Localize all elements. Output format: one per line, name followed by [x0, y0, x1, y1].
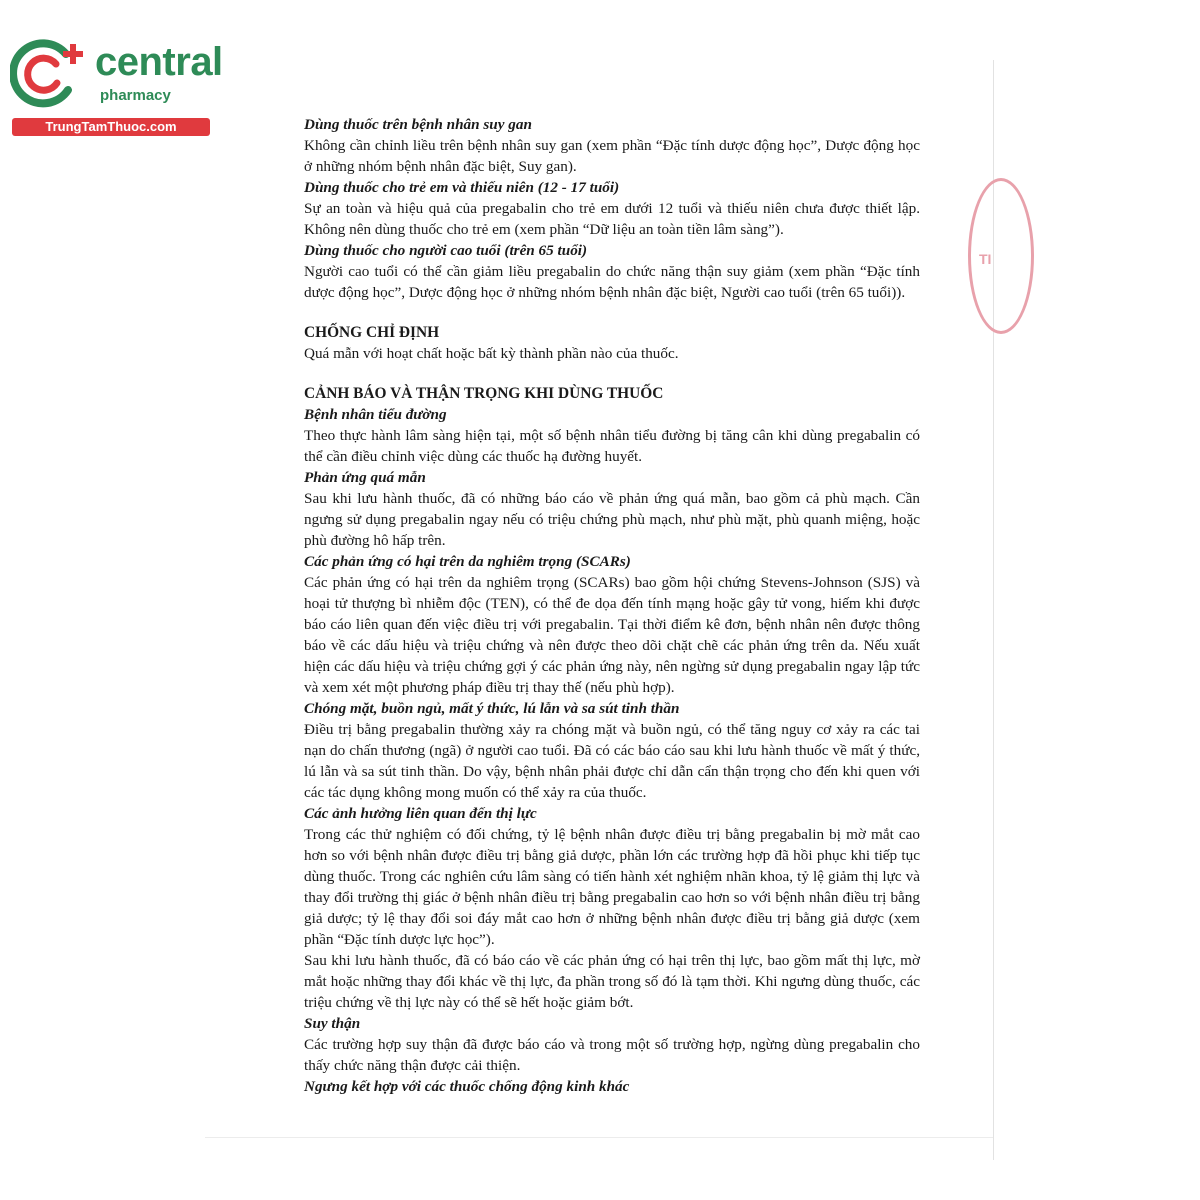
- document-body: [304, 114, 920, 1097]
- paragraph: Điều trị bằng pregabalin thường xảy ra chóng mặt và buồn ngủ, có thể tăng nguy cơ xảy ra các tai nạn do chấn thương (ngã) ở người cao tuổi. Đã có các báo cáo sau khi lưu hành thuốc về mất ý thức, lú lẫn và sa sút tinh thần. Do vậy, bệnh nhân phải được chỉ dẫn cẩn thận trọng cho đến khi quen với các tác dụng không mong muốn có thể xảy ra của thuốc.: [304, 721, 920, 801]
- section-heading: CẢNH BÁO VÀ THẬN TRỌNG KHI DÙNG THUỐC: [304, 385, 664, 402]
- pharmacy-c-logo-icon: [10, 38, 90, 108]
- stamp-text: TI: [979, 251, 992, 267]
- paragraph: Các phản ứng có hại trên da nghiêm trọng (SCARs) bao gồm hội chứng Stevens-Johnson (SJS) và hoại tử thượng bì nhiễm độc (TEN), có thể đe dọa đến tính mạng hoặc gây tử vong, hiếm khi được báo cáo liên quan đến việc điều trị với pregabalin. Tại thời điểm kê đơn, bệnh nhân nên được thông báo về các dấu hiệu và triệu chứng và nên được theo dõi chặt chẽ các phản ứng trên da. Nếu xuất hiện các dấu hiệu và triệu chứng gợi ý các phản ứng này, nên ngừng sử dụng pregabalin ngay lập tức và xem xét một phương pháp điều trị thay thế (nếu phù hợp).: [304, 574, 920, 696]
- subheading: Bệnh nhân tiểu đường: [304, 406, 447, 423]
- red-stamp-seal: [968, 178, 1034, 334]
- subheading: Suy thận: [304, 1015, 361, 1032]
- paragraph: Sau khi lưu hành thuốc, đã có báo cáo về các phản ứng có hại trên thị lực, bao gồm mất thị lực, mờ mắt hoặc những thay đổi khác về thị lực, đa phần trong số đó là tạm thời. Khi ngưng dùng thuốc, các triệu chứng về thị lực này có thể sẽ hết hoặc giảm bớt.: [304, 952, 920, 1011]
- subheading: Dùng thuốc cho trẻ em và thiếu niên (12 - 17 tuổi): [304, 179, 620, 196]
- paragraph: Các trường hợp suy thận đã được báo cáo và trong một số trường hợp, ngừng dùng pregabalin cho thấy chức năng thận được cải thiện.: [304, 1036, 920, 1074]
- subheading: Chóng mặt, buồn ngủ, mất ý thức, lú lẫn và sa sút tinh thần: [304, 700, 680, 717]
- logo-name: central: [95, 40, 223, 84]
- subheading: Phản ứng quá mẫn: [304, 469, 426, 486]
- paragraph: Không cần chỉnh liều trên bệnh nhân suy gan (xem phần “Đặc tính dược động học”, Dược động học ở những nhóm bệnh nhân đặc biệt, Suy gan).: [304, 137, 920, 175]
- subheading: Dùng thuốc cho người cao tuổi (trên 65 tuổi): [304, 242, 588, 259]
- subheading: Các ảnh hưởng liên quan đến thị lực: [304, 805, 537, 822]
- subheading: Ngưng kết hợp với các thuốc chống động kinh khác: [304, 1078, 630, 1095]
- central-pharmacy-logo[interactable]: [10, 38, 223, 138]
- logo-subtitle: pharmacy: [100, 87, 171, 104]
- logo-website-link[interactable]: TrungTamThuoc.com: [12, 118, 210, 136]
- paragraph: Quá mẫn với hoạt chất hoặc bất kỳ thành phần nào của thuốc.: [304, 345, 679, 362]
- paragraph: Theo thực hành lâm sàng hiện tại, một số bệnh nhân tiểu đường bị tăng cân khi dùng pregabalin có thể cần điều chỉnh việc dùng các thuốc hạ đường huyết.: [304, 427, 920, 465]
- paragraph: Trong các thử nghiệm có đối chứng, tỷ lệ bệnh nhân được điều trị bằng pregabalin bị mờ mắt cao hơn so với bệnh nhân được điều trị bằng giả dược, phần lớn các trường hợp đã hồi phục khi tiếp tục dùng thuốc. Trong các nghiên cứu lâm sàng có tiến hành xét nghiệm nhãn khoa, tỷ lệ giảm thị lực và thay đổi trường thị giác ở bệnh nhân điều trị bằng pregabalin cao hơn so với bệnh nhân điều trị bằng giả dược; tỷ lệ thay đổi soi đáy mắt cao hơn ở những bệnh nhân được điều trị bằng giả dược (xem phần “Đặc tính dược lực học”).: [304, 826, 920, 948]
- paragraph: Người cao tuổi có thể cần giảm liều pregabalin do chức năng thận suy giảm (xem phần “Đặc tính dược động học”, Dược động học ở những nhóm bệnh nhân đặc biệt, Người cao tuổi (trên 65 tuổi)).: [304, 263, 920, 301]
- section-heading: CHỐNG CHỈ ĐỊNH: [304, 324, 440, 341]
- paragraph: Sự an toàn và hiệu quả của pregabalin cho trẻ em dưới 12 tuổi và thiếu niên chưa được thiết lập. Không nên dùng thuốc cho trẻ em (xem phần “Dữ liệu an toàn tiền lâm sàng”).: [304, 200, 920, 238]
- page-bottom-edge: [205, 1137, 993, 1138]
- subheading: Dùng thuốc trên bệnh nhân suy gan: [304, 116, 532, 133]
- subheading: Các phản ứng có hại trên da nghiêm trọng (SCARs): [304, 553, 631, 570]
- paragraph: Sau khi lưu hành thuốc, đã có những báo cáo về phản ứng quá mẫn, bao gồm cả phù mạch. Cần ngưng sử dụng pregabalin ngay nếu có triệu chứng phù mạch, như phù mặt, phù quanh miệng, hoặc phù đường hô hấp trên.: [304, 490, 920, 549]
